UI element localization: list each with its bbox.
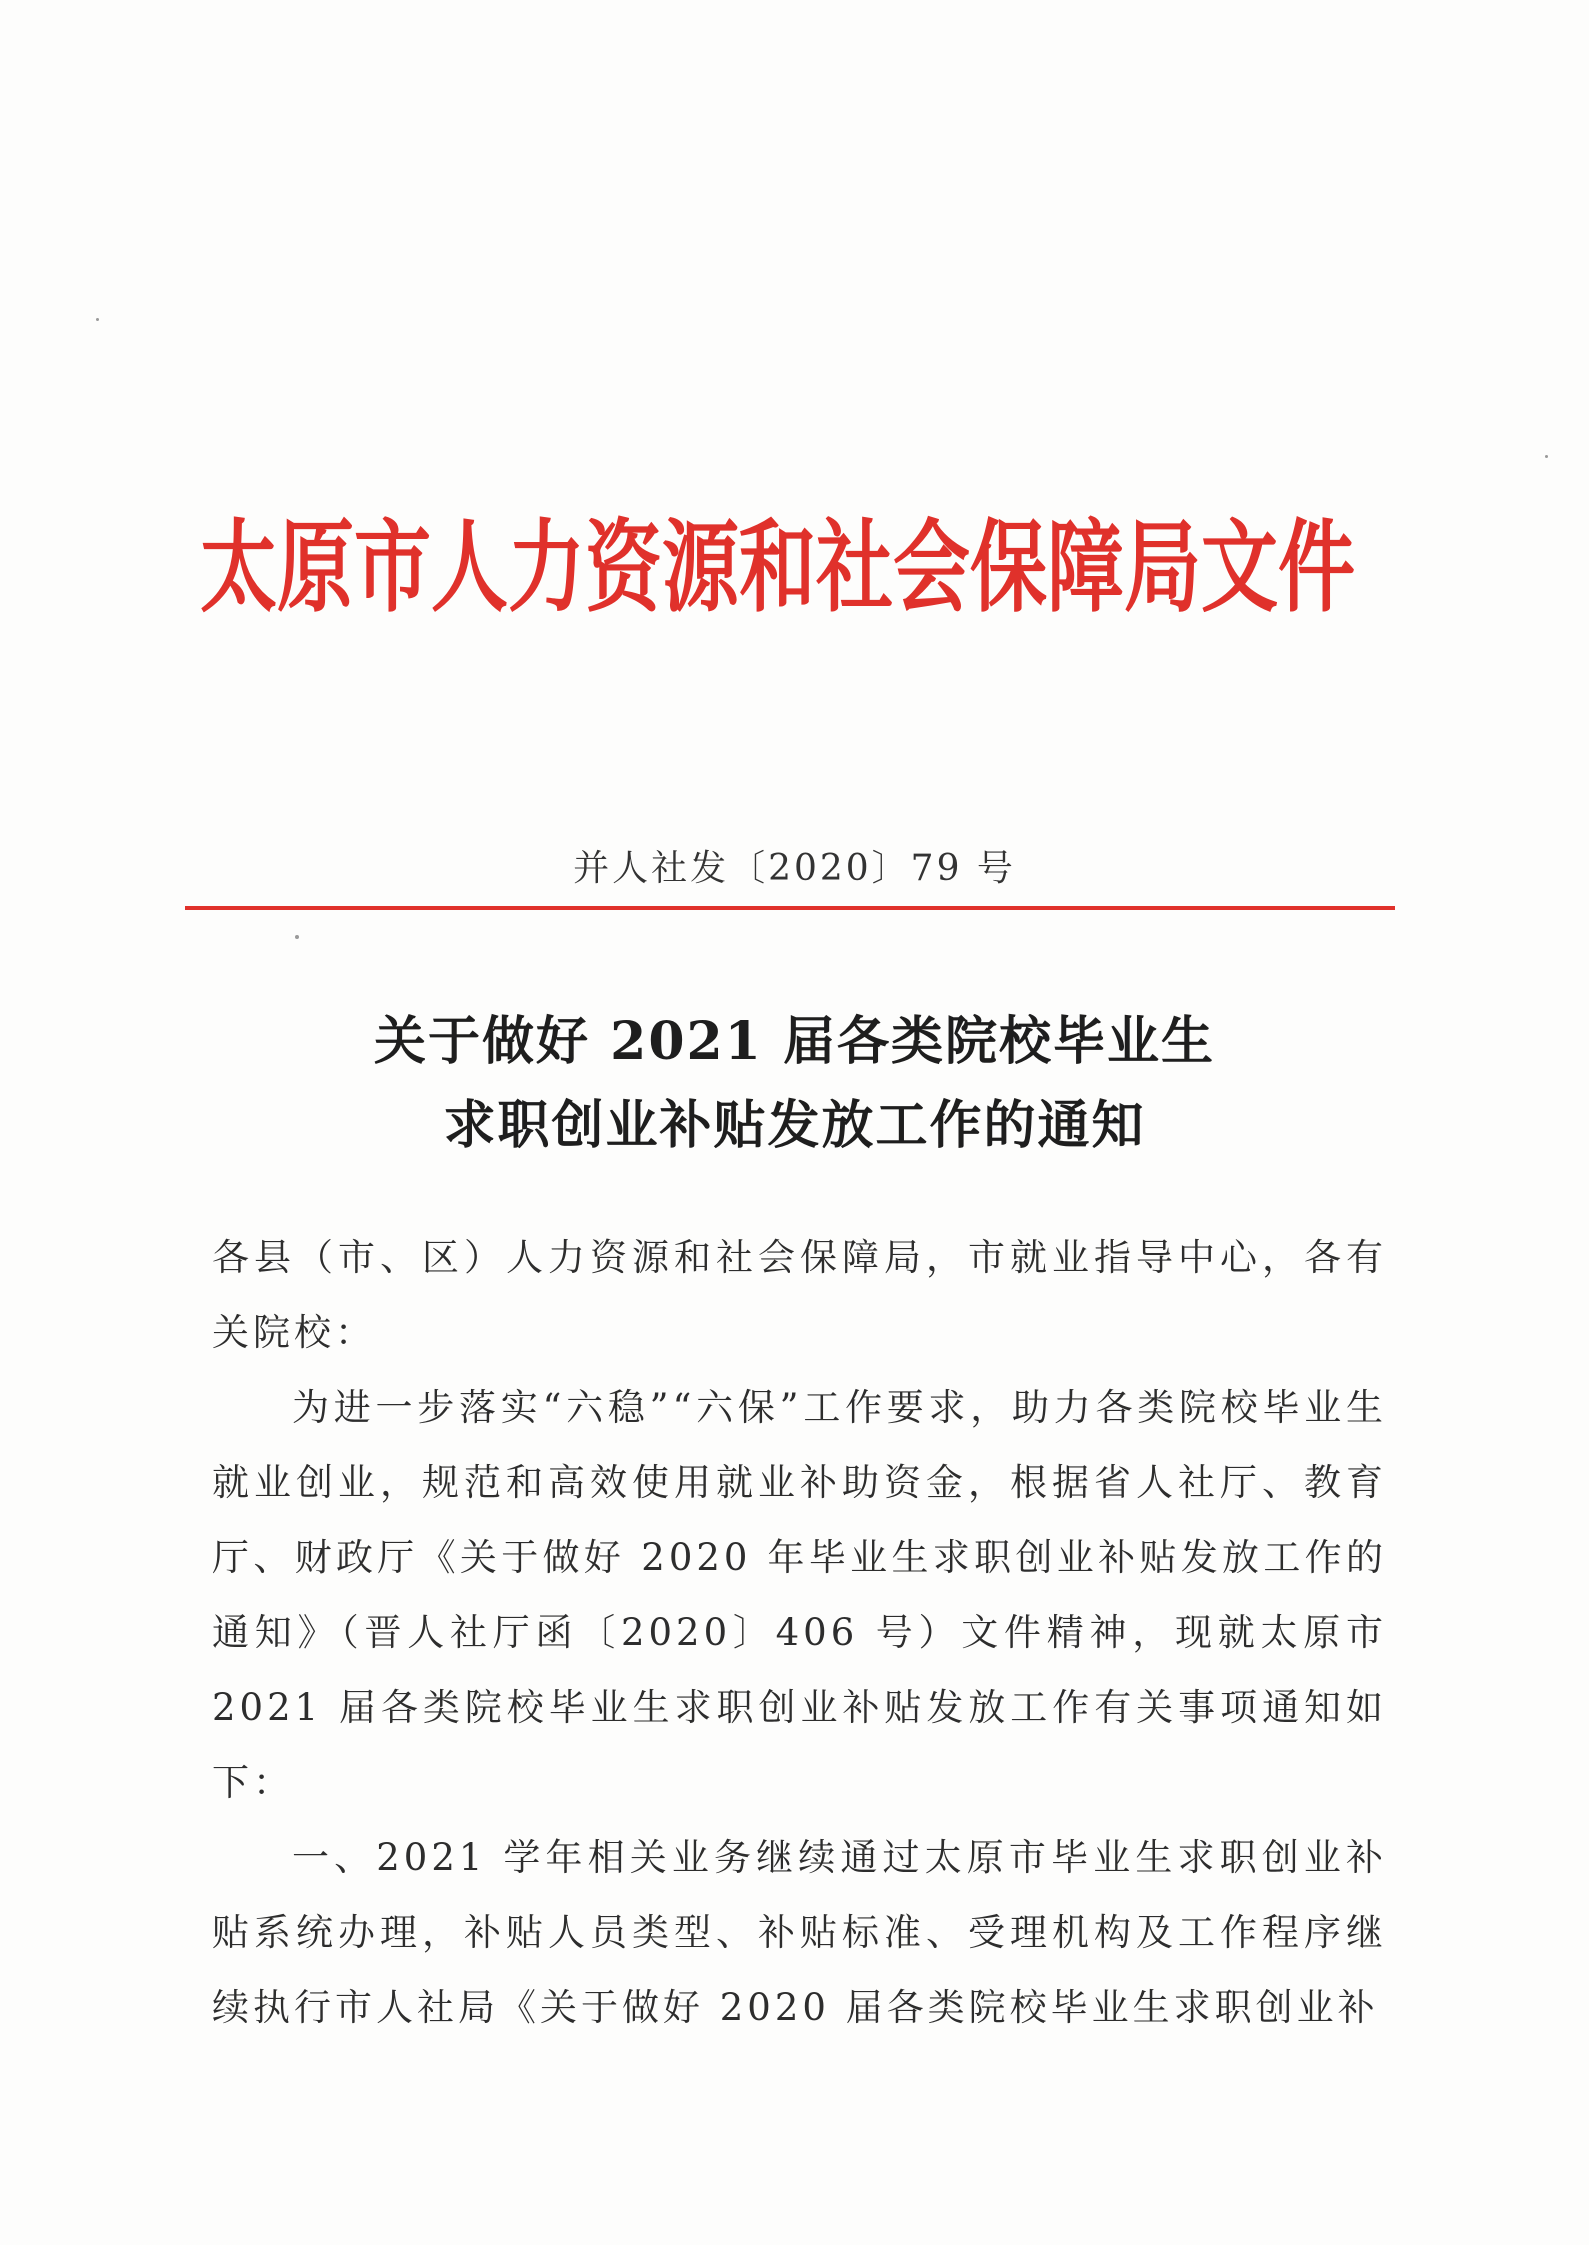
salutation: 各县（市、区）人力资源和社会保障局，市就业指导中心，各有关院校： — [212, 1236, 1387, 1354]
scan-speck — [96, 318, 99, 321]
document-number: 并人社发〔2020〕79 号 — [573, 848, 1016, 889]
document-body — [212, 1220, 1387, 2045]
title-line-2: 求职创业补贴发放工作的通知 — [443, 1095, 1146, 1156]
document-title — [0, 1000, 1589, 1168]
title-line-1: 关于做好 2021 届各类院校毕业生 — [374, 1011, 1215, 1072]
red-divider-line — [185, 906, 1395, 910]
scan-speck — [295, 935, 299, 939]
issuer-red-header: 太原市人力资源和社会保障局文件 — [200, 509, 1355, 627]
paragraph-2: 一、2021 学年相关业务继续通过太原市毕业生求职创业补贴系统办理，补贴人员类型、补贴标准、受理机构及工作程序继续执行市人社局《关于做好 2020 届各类院校毕业生求职创业补 — [212, 1836, 1388, 2029]
paragraph-1: 为进一步落实“六稳”“六保”工作要求，助力各类院校毕业生就业创业，规范和高效使用就业补助资金，根据省人社厅、教育厅、财政厅《关于做好 2020 年毕业生求职创业补贴发放工作的通知》（晋人社厅函〔2020〕406 号）文件精神，现就太原市 2021 届各类院校毕业生求职创业补贴发放工作有关事项通知如下： — [212, 1386, 1387, 1804]
scan-speck — [1545, 455, 1548, 458]
